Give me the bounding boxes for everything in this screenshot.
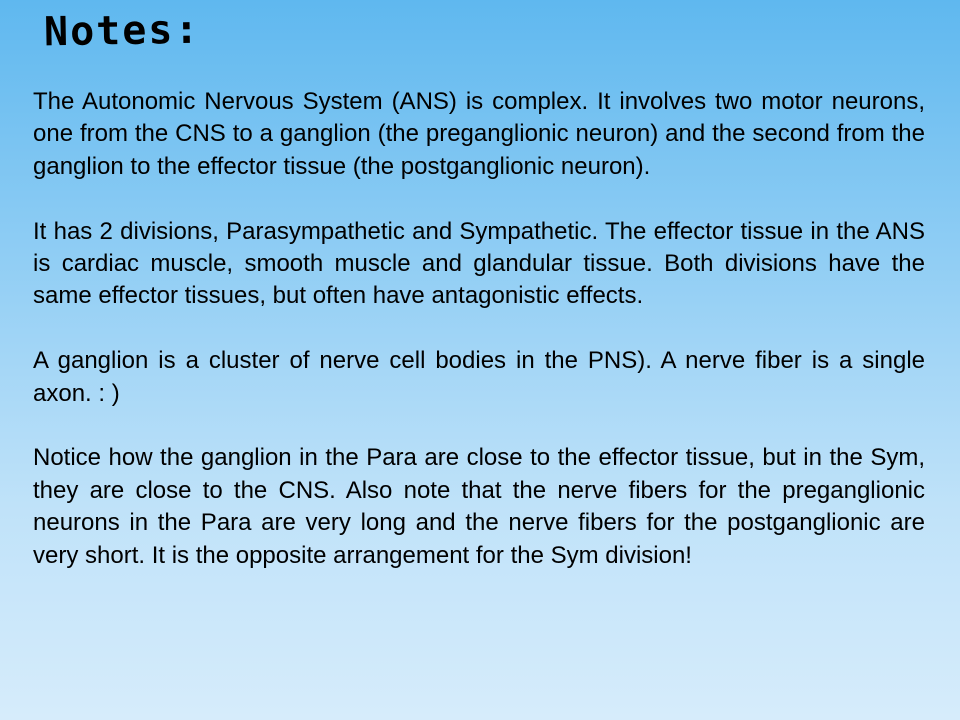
paragraph-ans-overview: The Autonomic Nervous System (ANS) is complex. It involves two motor neurons, one from the CNS to a ganglion (the preganglionic neuron) and the second from the ganglion to the effector tissue (the postganglionic neuron). [33,88,925,180]
paragraph-ganglion-definition: A ganglion is a cluster of nerve cell bodies in the PNS). A nerve fiber is a single axon. : ) [33,347,925,407]
slide-body [33,86,925,572]
paragraph-ganglion-locations: Notice how the ganglion in the Para are close to the effector tissue, but in the Sym, they are close to the CNS. Also note that the nerve fibers for the preganglionic neurons in the Para are very long and the nerve fibers for the postganglionic are very short. It is the opposite arrangement for the Sym division! [33,444,925,569]
paragraph-divisions: It has 2 divisions, Parasympathetic and Sympathetic. The effector tissue in the ANS is cardiac muscle, smooth muscle and glandular tissue. Both divisions have the same effector tissues, but often have antagonistic effects. [33,217,925,310]
slide-title: Notes: [43,6,201,56]
